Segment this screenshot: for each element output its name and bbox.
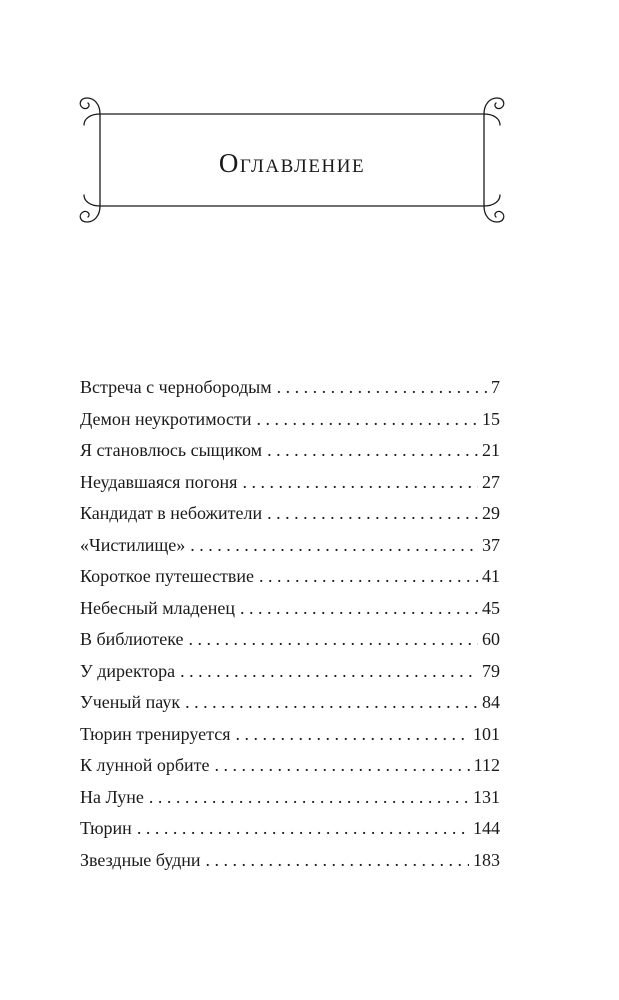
toc-entry-title: Демон неукротимости [80,408,252,429]
toc-leader-dots [215,750,470,782]
toc-entry-page: 60 [482,629,500,649]
toc-entry-title: На Луне [80,786,144,807]
toc-entry[interactable] [80,624,500,656]
toc-entry[interactable] [80,467,500,499]
toc-entry[interactable] [80,404,500,436]
toc-entry[interactable] [80,530,500,562]
toc-leader-dots [267,435,478,467]
toc-entry-page: 37 [482,534,500,555]
toc-leader-dots [267,498,478,530]
toc-entry[interactable] [80,845,500,877]
page-title: Оглавление [218,148,366,178]
toc-leader-dots [277,372,487,404]
toc-entry-page: 45 [482,597,500,618]
toc-entry-page: 79 [482,660,500,681]
toc-entry-page: 101 [473,723,500,744]
toc-entry[interactable] [80,656,500,688]
toc-entry-page: 21 [482,440,500,460]
toc-entry-page: 27 [482,471,500,492]
toc-entry[interactable] [80,782,500,814]
toc-entry[interactable] [80,561,500,593]
toc-entry-title: Короткое путешествие [80,566,255,586]
toc-entry-title: Встреча с чернобородым [80,377,272,397]
toc-entry[interactable] [80,498,500,530]
toc-leader-dots [137,813,469,845]
toc-entry-page: 183 [473,849,500,870]
toc-entry-page: 29 [482,503,500,523]
toc-entry-title: Тюрин [80,818,132,838]
toc-entry[interactable] [80,593,500,625]
toc-entry[interactable] [80,435,500,467]
toc-entry-title: К лунной орбите [80,755,210,775]
toc-entry-page: 7 [491,377,500,397]
toc-entry-title: Неудавшаяся погоня [80,471,238,492]
toc-entry-page: 112 [473,755,500,775]
toc-entry[interactable] [80,687,500,719]
toc-entry-title: Звездные будни [80,849,201,870]
toc-leader-dots [206,845,469,877]
toc-entry-page: 131 [473,786,500,807]
toc-entry-title: В библиотеке [80,629,184,649]
toc-entry-title: Ученый паук [80,692,181,712]
toc-leader-dots [185,687,478,719]
toc-entry[interactable] [80,750,500,782]
toc-leader-dots [180,656,478,688]
toc-entry-page: 41 [482,566,500,586]
toc-entry-title: У директора [80,660,176,681]
toc-leader-dots [240,593,478,625]
toc-leader-dots [257,404,478,436]
toc-entry-title: Кандидат в небожители [80,503,263,523]
title-frame [76,92,508,228]
toc-entry-page: 144 [473,818,500,838]
toc-leader-dots [149,782,469,814]
toc-entry[interactable] [80,813,500,845]
toc-leader-dots [189,624,478,656]
toc-entry[interactable] [80,719,500,751]
toc-leader-dots [236,719,469,751]
toc-entry-title: Тюрин тренируется [80,723,231,744]
toc-entry-page: 84 [482,692,500,712]
toc-entry-page: 15 [482,408,500,429]
toc-entry-title: Небесный младенец [80,597,235,618]
toc-entry-title: Я становлюсь сыщиком [80,440,263,460]
table-of-contents [80,372,500,876]
toc-leader-dots [242,467,478,499]
toc-leader-dots [259,561,478,593]
toc-entry[interactable] [80,372,500,404]
toc-entry-title: «Чистилище» [80,534,186,555]
toc-leader-dots [190,530,478,562]
